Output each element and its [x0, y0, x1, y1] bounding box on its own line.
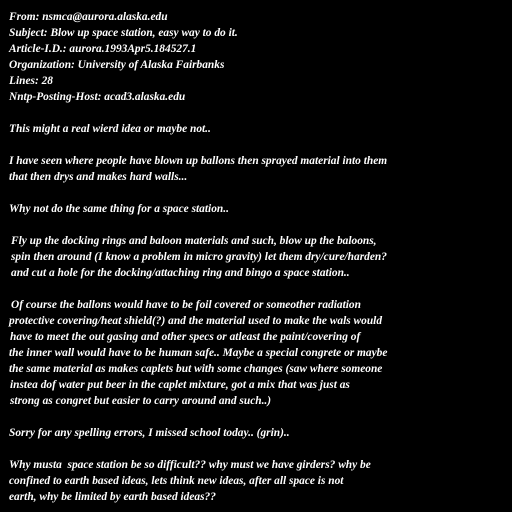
body-line: I have seen where people have blown up ballons then sprayed material into them — [9, 155, 388, 167]
body-line: Of course the ballons would have to be foil covered or someother radiation — [11, 299, 361, 311]
body-line: that then drys and makes hard walls... — [9, 171, 188, 183]
body-line: have to meet the out gasing and other specs or atleast the paint/covering of — [10, 331, 361, 343]
header-lines: Lines: 28 — [9, 75, 53, 87]
body-line: strong as congret but easier to carry around and such..) — [10, 395, 272, 407]
body-line: the same material as makes caplets but with some changes (saw where someone — [9, 363, 383, 375]
body-line: confined to earth based ideas, lets think new ideas, after all space is not — [9, 475, 344, 487]
body-line: earth, why be limited by earth based ideas?? — [9, 491, 216, 503]
body-line: This might a real wierd idea or maybe not.. — [9, 123, 211, 135]
body-line: spin then around (I know a problem in micro gravity) let them dry/cure/harden? — [11, 251, 387, 263]
body-line: the inner wall would have to be human safe.. Maybe a special congrete or maybe — [9, 347, 388, 359]
body-line: instea dof water put beer in the caplet mixture, got a mix that was just as — [10, 379, 350, 391]
header-article-id: Article-I.D.: aurora.1993Apr5.184527.1 — [9, 43, 197, 55]
body-line: protective covering/heat shield(?) and the material used to make the wals would — [9, 315, 383, 327]
header-nntp-host: Nntp-Posting-Host: acad3.alaska.edu — [9, 91, 186, 103]
header-subject: Subject: Blow up space station, easy way to do it. — [9, 27, 238, 39]
body-line: Why musta space station be so difficult?? why must we have girders? why be — [9, 459, 371, 471]
header-organization: Organization: University of Alaska Fairbanks — [9, 59, 225, 71]
body-line: Sorry for any spelling errors, I missed school today.. (grin).. — [9, 427, 290, 439]
body-line: and cut a hole for the docking/attaching ring and bingo a space station.. — [11, 267, 350, 279]
body-line: Fly up the docking rings and baloon materials and such, blow up the baloons, — [11, 235, 377, 247]
body-line: Why not do the same thing for a space station.. — [9, 203, 229, 215]
header-from: From: nsmca@aurora.alaska.edu — [9, 11, 168, 23]
